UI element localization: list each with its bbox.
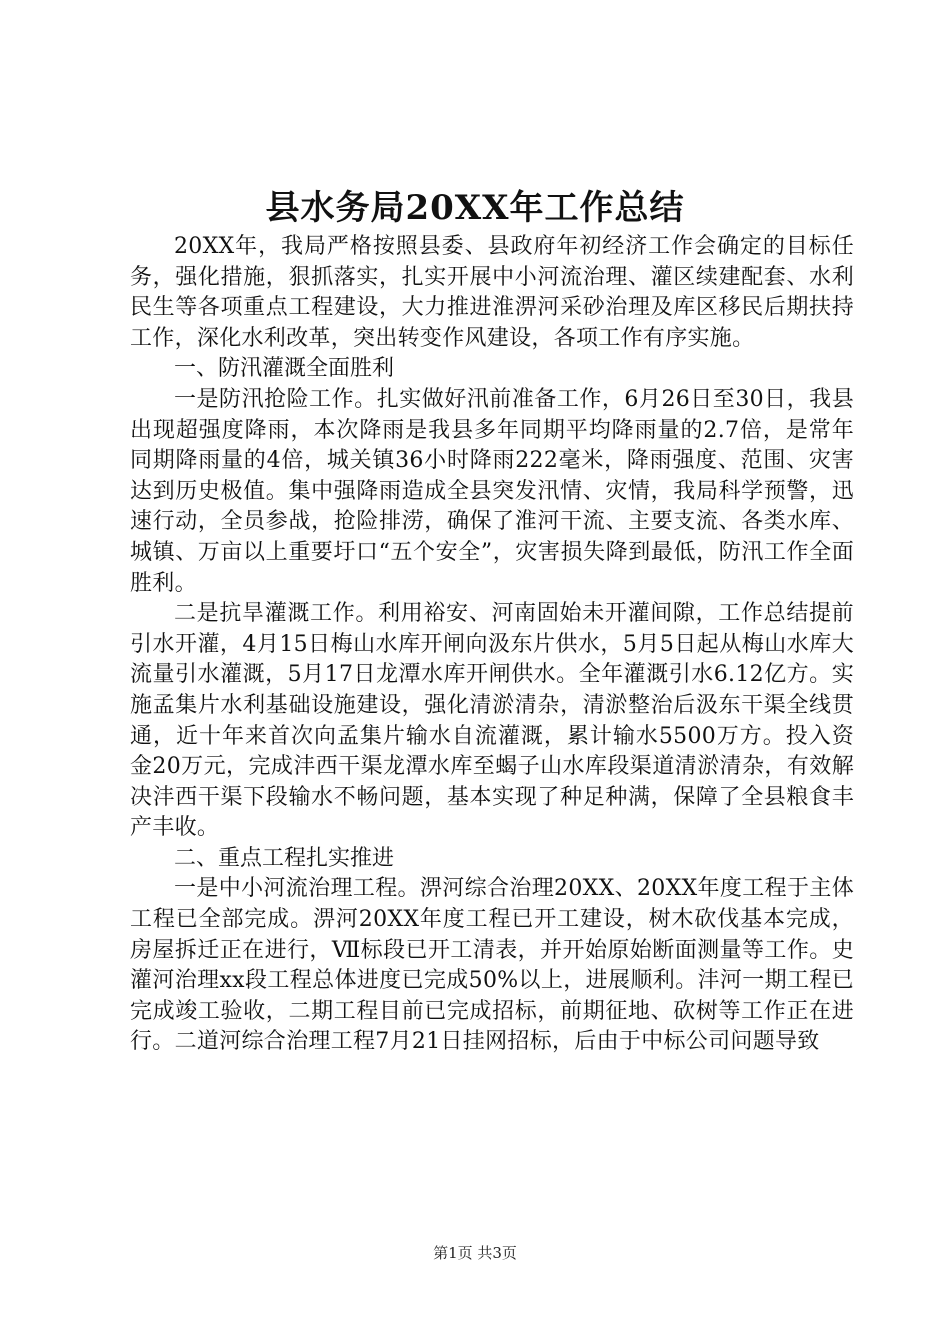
paragraph-river-governance: 一是中小河流治理工程。淠河综合治理20XX、20XX年度工程于主体工程已全部完成。淠河20XX年度工程已开工建设，树木砍伐基本完成，房屋拆迁正在进行，Ⅶ标段已开工清表，并开始原始断面测量等工作。史灌河治理xx段工程总体进度已完成50%以上，进展顺利。沣河一期工程已完成竣工验收，二期工程目前已完成招标，前期征地、砍树等工作正在进行。二道河综合治理工程7月21日挂网招标，后由于中标公司问题导致 bbox=[130, 876, 854, 1055]
document-body bbox=[130, 232, 854, 1058]
page-footer: 第1页 共3页 bbox=[433, 1244, 517, 1262]
paragraph-flood-control: 一是防汛抢险工作。扎实做好汛前准备工作，6月26日至30日，我县出现超强度降雨，本次降雨是我县多年同期平均降雨量的2.7倍，是常年同期降雨量的4倍，城关镇36小时降雨222毫米，降雨强度、范围、灾害达到历史极值。集中强降雨造成全县突发汛情、灾情，我局科学预警，迅速行动，全员参战，抢险排涝，确保了淮河干流、主要支流、各类水库、城镇、万亩以上重要圩口“五个安全”，灾害损失降到最低，防汛工作全面胜利。 bbox=[130, 386, 854, 596]
intro-paragraph: 20XX年，我局严格按照县委、县政府年初经济工作会确定的目标任务，强化措施，狠抓落实，扎实开展中小河流治理、灌区续建配套、水利民生等各项重点工程建设，大力推进淮淠河采砂治理及库区移民后期扶持工作，深化水利改革，突出转变作风建设，各项工作有序实施。 bbox=[130, 234, 854, 351]
document-title: 县水务局20XX年工作总结 bbox=[265, 188, 685, 228]
paragraph-drought-irrigation: 二是抗旱灌溉工作。利用裕安、河南固始未开灌间隙，工作总结提前引水开灌，4月15日梅山水库开闸向汲东片供水，5月5日起从梅山水库大流量引水灌溉，5月17日龙潭水库开闸供水。全年灌溉引水6.12亿方。实施孟集片水利基础设施建设，强化清淤清杂，清淤整治后汲东干渠全线贯通，近十年来首次向孟集片输水自流灌溉，累计输水5500万方。投入资金20万元，完成沣西干渠龙潭水库至蝎子山水库段渠道清淤清杂，有效解决沣西干渠下段输水不畅问题，基本实现了种足种满，保障了全县粮食丰产丰收。 bbox=[130, 601, 854, 841]
section-heading-key-projects: 二、重点工程扎实推进 bbox=[174, 845, 395, 871]
section-heading-flood-irrigation: 一、防汛灌溉全面胜利 bbox=[174, 356, 395, 382]
